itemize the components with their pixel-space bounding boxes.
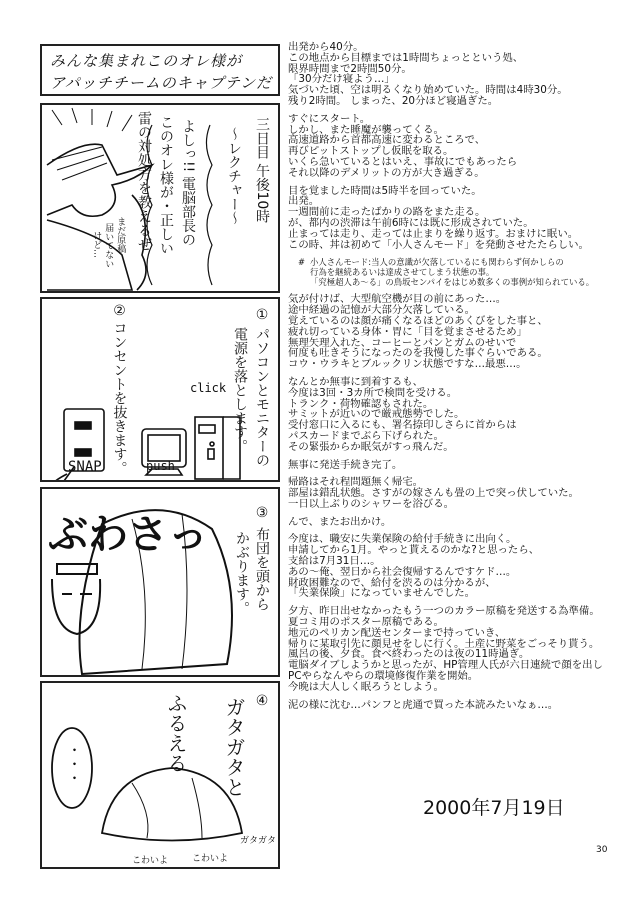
line: 覚えているのは顔が痛くなるほどのあくびをした事と、	[288, 314, 548, 327]
line: 受付窓口に入るにも、署名捺印しさらに首からは	[288, 419, 517, 432]
line: 疲れ切っている身体・胃に「目を覚まさせるため」	[288, 325, 527, 338]
paragraph	[288, 114, 618, 179]
comic-panel-4	[40, 681, 280, 869]
line: 地元のペリカン配送センターまで持っていき、	[288, 626, 506, 639]
line: サミットが近いので厳戒態勢でした。	[288, 408, 465, 421]
rattle-sfx: ガタガタ	[240, 836, 277, 846]
step1-text-1: パソコンとモニターの	[254, 327, 270, 467]
line: 出発。	[288, 195, 320, 208]
line: この地点から目標までは1時間ちょっとという処、	[288, 51, 524, 64]
line: なんとか無事に到着するも、	[288, 375, 424, 388]
footnote-line: 「究極超人あ〜る」の鳥坂センパイをはじめ数多くの事例が知られている。	[310, 277, 595, 288]
sfx-gatagata: ガタガタと	[222, 697, 246, 797]
footnote-line: 小人さんモード:当人の意識が欠落しているにも関わらず何かしらの	[310, 257, 564, 268]
step1-text-2: 電源を落とします。	[232, 327, 248, 453]
line: すぐにスタート。	[288, 112, 371, 125]
line: 無事に発送手続き完了。	[288, 458, 403, 471]
panel1-speech-line-2: このオレ様が・正しい	[158, 115, 174, 255]
comic-title-line-2: アパッチチームのキャプテンだ	[50, 74, 273, 92]
line: コウ・ウラキとブルックリン状態ですな…最悪…。	[288, 358, 527, 371]
line: その緊張からか眠気がすっ飛んだ。	[288, 440, 454, 453]
line: パスカードまでぶら下げられた。	[288, 429, 444, 442]
footnote	[298, 257, 618, 287]
page-number: 30	[596, 845, 608, 855]
step1-number: ①	[254, 307, 270, 323]
line: それ以降のデメリットの方が大き過ぎる。	[288, 166, 485, 179]
diary-text	[288, 42, 618, 717]
whisper-1: こわいよ	[132, 856, 169, 866]
line: 一週間前に走ったばかりの路をまた走る。	[288, 206, 486, 219]
panel1-caption-time: 三日目 午後10時	[254, 117, 270, 224]
paragraph	[288, 377, 618, 453]
whisper-2: こわいよ	[192, 854, 229, 864]
sfx-furueru: ふるえる	[164, 693, 188, 773]
line: 風呂の後、夕食。食べ終わったのは夜の11時過ぎ。	[288, 648, 530, 661]
line: PCやらなんやらの環境修復作業を開始。	[288, 670, 479, 683]
line: あの〜俺、翌日から社会復帰するんですケド…。	[288, 565, 517, 578]
panel1-aside-2: 届いてない	[103, 223, 114, 268]
paragraph	[288, 186, 618, 251]
line: 泥の様に沈む…パンフと虎通で買った本読みたいなぁ…。	[288, 698, 559, 711]
panel1-aside-1: まだ原稿	[115, 217, 126, 253]
comic-panel-1	[40, 103, 280, 293]
paragraph	[288, 42, 618, 107]
step3-text-2: かぶります。	[234, 531, 250, 615]
line: 「失業保険」になっていませんでした。	[288, 587, 476, 600]
panel1-speech-line-3: 雷の対処方を教えるぜ	[136, 111, 152, 251]
line: 限界時間まで2時間50分。	[288, 62, 412, 75]
line: 帰路はそれ程問題無く帰宅。	[288, 476, 424, 489]
line: 今晩は大人しく眠ろうとしよう。	[288, 680, 444, 693]
sfx-snap: SNAP	[68, 459, 102, 475]
line: 今度は、職安に失業保険の給付手続きに出向く。	[288, 533, 517, 546]
paragraph	[288, 477, 618, 509]
paragraph	[288, 606, 618, 692]
line: トランク・荷物確認もされた。	[288, 397, 434, 410]
panel1-speech-line-1: よしっ!! 電脳部長の	[180, 119, 196, 247]
step3-text-1: 布団を頭から	[254, 527, 270, 611]
line: しかし、また睡魔が襲ってくる。	[288, 123, 444, 136]
line: 何度も吐きそうになったのを我慢した事ぐらいである。	[288, 347, 548, 360]
paragraph	[288, 534, 618, 599]
line: 夕方、昨日出せなかったもう一つのカラー原稿を発送する為準備。	[288, 605, 600, 618]
footnote-line: 行為を継続あるいは達成させてしまう状態の事。	[310, 267, 495, 278]
line: んで、またお出かけ。	[288, 515, 392, 528]
paragraph	[288, 517, 618, 528]
line: 再びピットストップし仮眠を取る。	[288, 145, 454, 158]
panel1-aside-3: けど…	[91, 231, 102, 258]
comic-panel-3	[40, 487, 280, 677]
paragraph	[288, 700, 618, 711]
line: 財政困難なので、給付を渋るのは分かるが、	[288, 576, 496, 589]
paragraph	[288, 460, 618, 471]
line: 夏コミ用のポスター原稿である。	[288, 616, 444, 629]
sfx-push: push	[146, 459, 175, 473]
step3-number: ③	[254, 505, 270, 521]
comic-panel-2	[40, 297, 280, 482]
speech-dots: ・・・	[65, 743, 82, 785]
line: 高速道路から首都高速に変わるところで、	[288, 134, 486, 147]
footnote-mark: #	[298, 257, 306, 268]
line: が、都内の渋滞は午前6時には既に形成されていた。	[288, 216, 534, 229]
line: 帰りに某取引先に顔見せをしに行く。土産に野菜をごっそり貰う。	[288, 637, 600, 650]
line: 「30分だけ寝よう…」	[288, 73, 395, 86]
line: 途中経過の記憶が大部分欠落している。	[288, 304, 476, 317]
step4-number: ④	[254, 693, 270, 709]
line: 気づいた頃、空は明るくなり始めていた。時間は4時30分。	[288, 84, 568, 97]
line: いくら急いているとはいえ、事故にでもあったら	[288, 155, 518, 168]
line: この時、丼は初めて「小人さんモード」を発動させたたらしい。	[288, 238, 589, 251]
line: 気が付けば、大型航空機が目の前にあった…。	[288, 293, 507, 306]
line: 支給は7月31日…。	[288, 555, 381, 568]
diary-date: 2000年7月19日	[423, 797, 565, 819]
step2-text: コンセントを抜きます。	[111, 321, 128, 475]
line: 止まっては走り、走っては止まりを繰り返す。おまけに眠い。	[288, 227, 579, 240]
comic-title-line-1: みんな集まれこのオレ様が	[50, 52, 243, 70]
line: 申請してから1月。やっと貰えるのかな?と思ったら、	[288, 544, 540, 557]
sfx-click: click	[190, 381, 227, 395]
line: 電脳ダイブしようかと思ったが、HP管理人氏が六日連続で顔を出し	[288, 659, 603, 672]
line: 残り2時間。 しまった、20分ほど寝過ぎた。	[288, 94, 499, 107]
sfx-buwasa: ぶわさっ	[48, 512, 208, 558]
line: 今度は3回・3カ所で検問を受ける。	[288, 386, 458, 399]
paragraph	[288, 294, 618, 370]
line: 一日以上ぶりのシャワーを浴びる。	[288, 497, 455, 510]
step2-number: ②	[111, 303, 128, 319]
line: 目を覚ました時間は5時半を回っていた。	[288, 184, 482, 197]
comic-title-box	[40, 44, 280, 96]
line: 無理矢理入れた、コーヒーとパンとガムのせいで	[288, 336, 517, 349]
line: 出発から40分。	[288, 41, 364, 53]
line: 部屋は錯乱状態。さすがの嫁さんも畳の上で突っ伏していた。	[288, 487, 579, 500]
panel1-caption-lecture: 〜レクチャー〜	[226, 127, 242, 225]
